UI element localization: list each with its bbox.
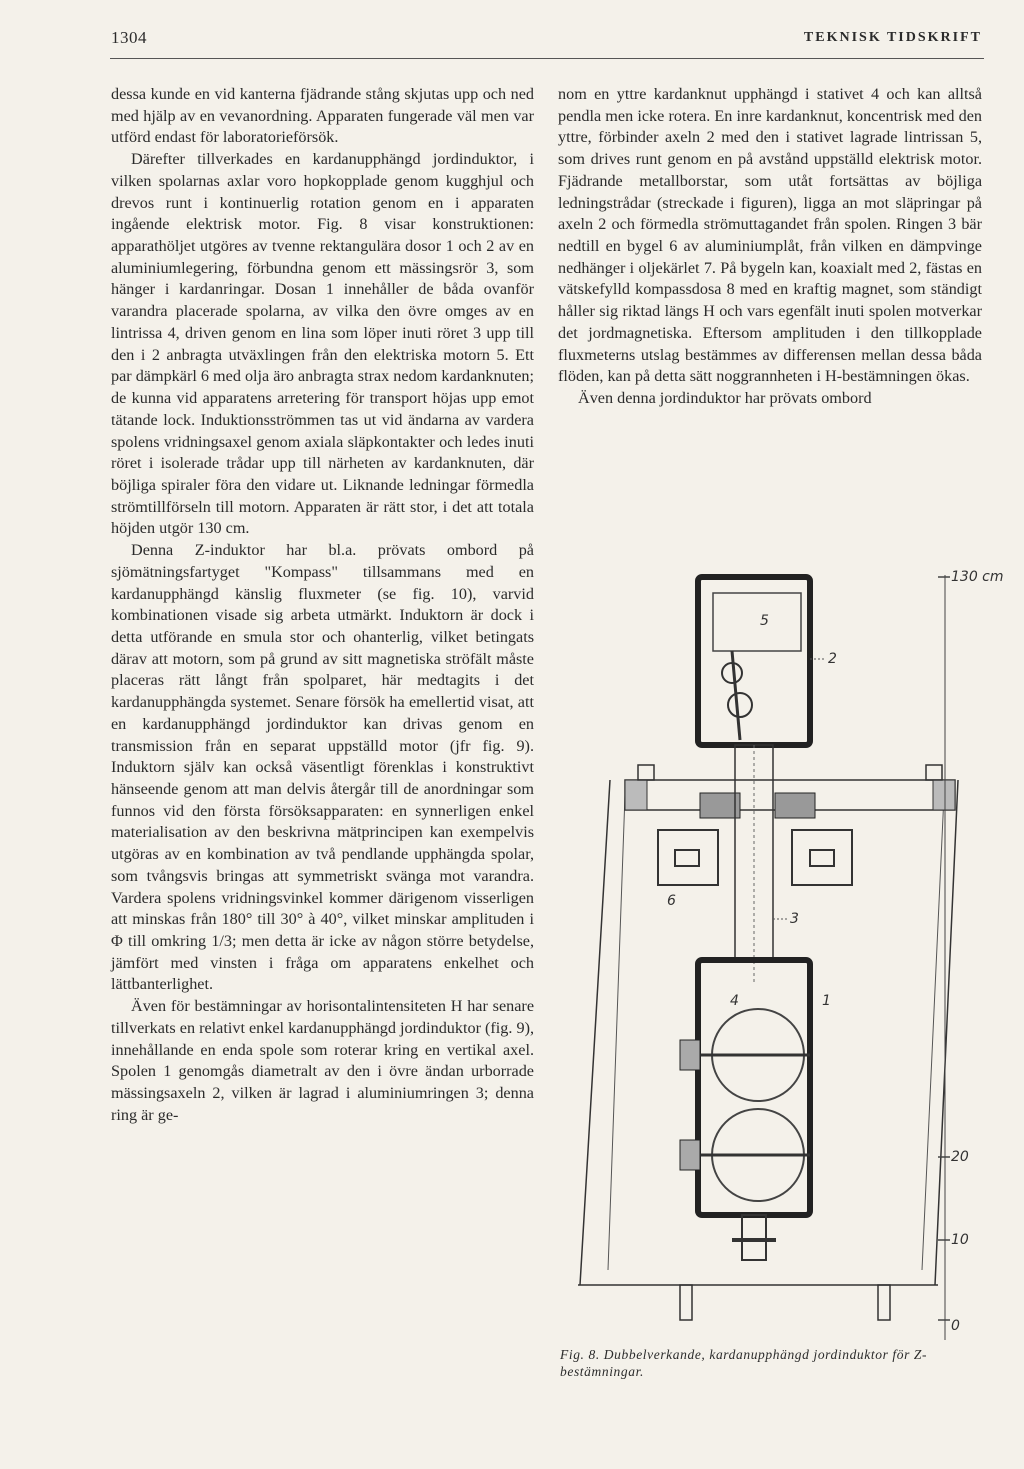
paragraph: dessa kunde en vid kanterna fjädrande stång skjutas upp och ned med hjälp av en vevanordning. Apparaten fungerade väl men var utförd endast för laboratorieförsök. [111,85,534,147]
contact-left-lower [680,1140,700,1170]
paragraph: Även för bestämningar av horisontalintensiteten H har senare tillverkats en relativt enkel kardanupphängd jordinduktor (fig. 9), innehållande en enda spole som roterar kring en vertikal axel. Spolen 1 genomgås diametralt av den i övre ändan urborrade mässingsaxeln 2, vilken är lagrad i aluminiumringen 3; denna ring är ge- [111,997,535,1124]
paragraph: Även denna jordinduktor har prövats ombord [578,389,872,408]
paragraph: Denna Z-induktor har bl.a. prövats ombord på sjömätningsfartyget "Kompass" tillsammans med en kardanupphängd känslig fluxmeter (se fig. 10), varvid kombinationen visade sig arbeta utmärkt. Induktorn är dock i detta utförande en smula stor och ohanterlig, vilket betingats därav att motorn, som på grund av sitt magnetiska ströfält måste placeras rätt långt från spolparet, här medtagits i det kardanupphängda systemet. Senare försök ha emellertid visat, att en kardanupphängd jordinduktor kan drivas genom en transmission från en separat uppställd motor (jfr fig. 9). Induktorn själv kan också väsentligt förenklas i konstruktivt hänseende genom att man delvis återgår till de anordningar som funnos vid den första försöksapparaten: en synnerligen enkel materialisation av den beskrivna mätprincipen kan exempelvis utgöras av en kombination av två pendlande upphängda spolar, som tvångsvis bringas att symmetriskt svänga mot varandra. Vardera spolens vridningsvinkel kommer därigenom visserligen att minskas från 180° till 30° à 40°, vilket minskar amplituden i Φ till omkring 1/3; men detta är icke av någon större betydelse, jämfört med vinsten i fråga om apparatens enkelhet och lättbanterlighet. [111,541,534,994]
journal-title: TEKNISK TIDSKRIFT [803,30,982,45]
cardan-right-block [775,793,815,818]
coil-box-1 [698,960,810,1215]
scale-label-20: 20 [951,1149,969,1165]
oil-vessel-right [792,830,852,885]
bottom-pivot [742,1215,766,1260]
paragraph: Därefter tillverkades en kardanupphängd jordinduktor, i vilken spolarnas axlar voro hopkopplade genom kugghjul och drevos runt i kontinuerlig rotation genom en i apparaten ingående elektrisk motor. Fig. 8 visar konstruktionen: apparathöljet utgöres av tvenne rektangulära dosor 1 och 2 av en aluminiumlegering, förbundna genom ett mässingsrör 3, som hänger i kardanringar. Dosan 1 innehåller de båda ovanför varandra placerade spolarna, av vilka den övre omges av en lintrissa 4, driven genom en lina som löper inuti röret 3 upp till den i 2 anbragta utväxlingen från den elektriska motorn 5. Ett par dämpkärl 6 med olja äro anbragta strax nedom kardanknuten; de kunna vid apparatens arretering för transport höjas upp emot tätande lock. Induktionsströmmen tas ut vid ändarna av vardera spolens vridningsaxel genom axiala släpkontakter och ledes inuti röret i isolerade trådar upp till närheten av kardanknuten, där böjliga spiraler föra den vidare ut. Liknande ledningar förmedla strömtillförseln till motorn. Apparaten är rätt stor, i det att totala höjden utgör 130 cm. [111,150,534,538]
scale-label-0: 0 [951,1318,960,1334]
motor-5 [713,593,801,651]
part-label-2: 2 [828,651,837,667]
scale-label-10: 10 [951,1232,969,1248]
part-label-5: 5 [760,613,769,629]
contact-left-upper [680,1040,700,1070]
induktor-drawing [570,565,1004,1345]
motor-box [698,577,810,745]
cardan-hatch-right [933,780,955,810]
left-foot [680,1285,692,1320]
scale-label-130: 130 cm [951,569,1004,585]
oil-vessel-left [658,830,718,885]
cardan-hatch-left [625,780,647,810]
oil-float-left [675,850,699,866]
figure-8 [570,565,1004,1345]
paragraph: nom en yttre kardanknut upphängd i stativet 4 och kan alltså pendla men icke rotera. En inre kardanknut, koncentrisk med den yttre, förbinder axeln 2 med den i stativet lagrade lintrissan 5, som drives runt genom en på avstånd uppställd elektrisk motor. Fjädrande metallborstar, som utåt fortsättas av böjliga ledningstrådar (streckade i figuren), ligga an mot släpringar på axeln 2 och förmedla strömuttagandet från spolen. Ringen 3 bär nedtill en bygel 6 av aluminiumplåt, från vilken en dämpvinge nedhänger i oljekärlet 7. På bygeln kan, koaxialt med 2, fästas en vätskefylld kompassdosa 8 med en kraftig magnet, som ständigt håller sig riktad längs H och vars egenfält inuti spolen motverkar det jordmagnetiska. Eftersom amplituden i den tillkopplade fluxmeterns utslag bestämmes av differensen mellan dessa båda flöden, kan på detta sätt noggrannheten i H-bestämningen ökas. [558,85,982,386]
left-column [111,84,534,1127]
cardan-left-block [700,793,740,818]
figure-caption: Fig. 8. Dubbelverkande, kardanupphängd jordinduktor för Z-bestämningar. [560,1347,928,1379]
gear-bottom [728,693,752,717]
stand-frame [580,780,958,1285]
part-label-1: 1 [822,993,831,1009]
right-column [558,84,982,410]
part-label-4: 4 [730,993,739,1009]
knob-left [638,765,654,780]
right-foot [878,1285,890,1320]
part-label-3: 3 [790,911,799,927]
part-label-6: 6 [667,893,676,909]
page-number: 1304 [111,28,147,47]
oil-float-right [810,850,834,866]
knob-right [926,765,942,780]
header-rule [110,58,984,59]
